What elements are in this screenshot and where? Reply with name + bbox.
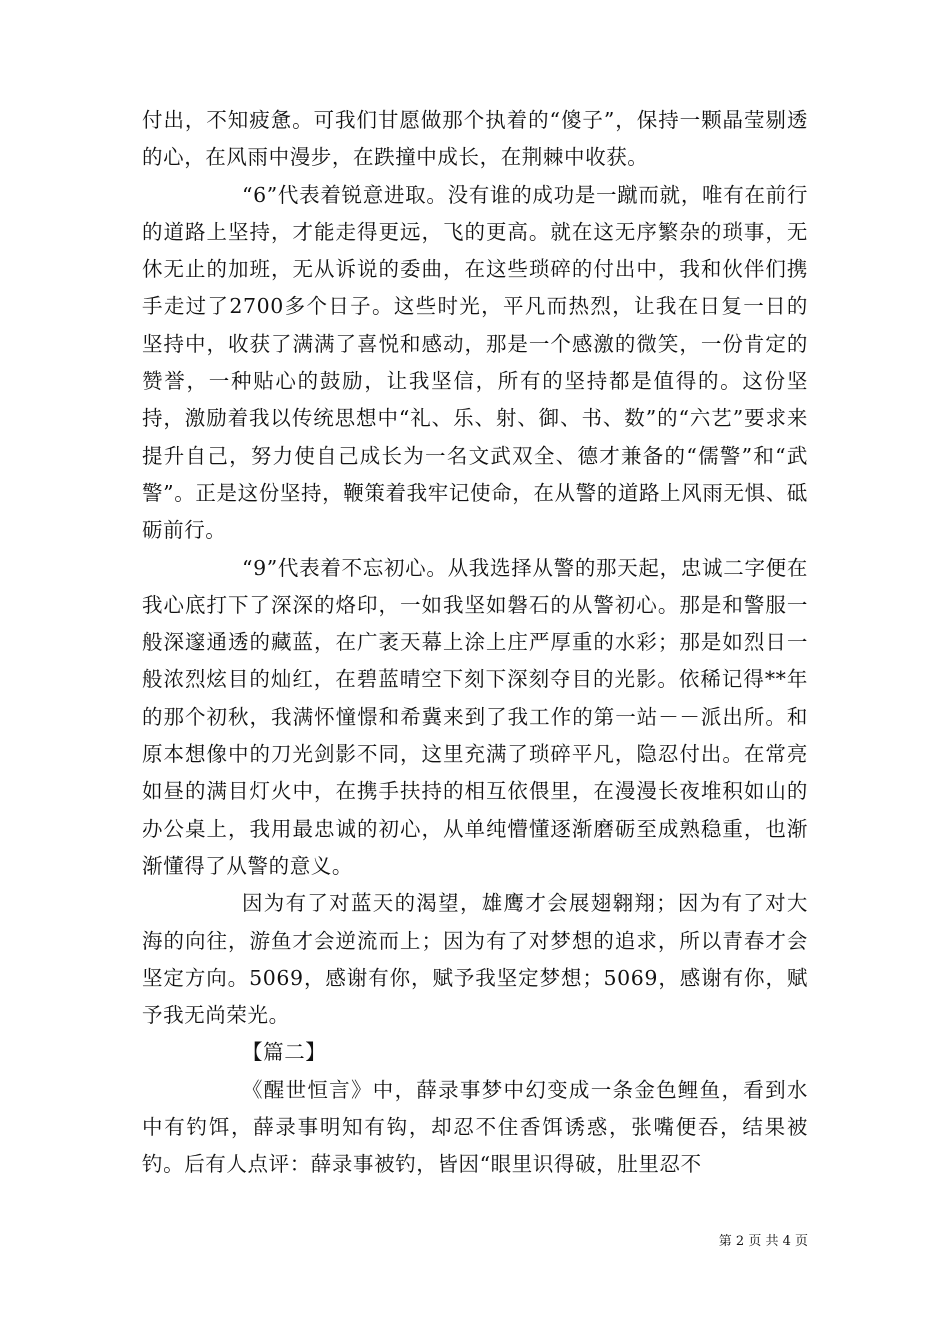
section-heading: 【篇二】 — [242, 1040, 327, 1065]
document-body — [142, 102, 808, 1184]
paragraph-continuation: 付出，不知疲惫。可我们甘愿做那个执着的“傻子”，保持一颗晶莹剔透的心，在风雨中漫步，在跌撞中成长，在荆棘中收获。 — [142, 108, 808, 170]
page-footer: 第 2 页 共 4 页 — [718, 1234, 808, 1249]
paragraph-story: 《醒世恒言》中，薛录事梦中幻变成一条金色鲤鱼，看到水中有钓饵，薛录事明知有钩，却忍不住香饵诱惑，张嘴便吞，结果被钓。后有人点评：薛录事被钓，皆因“眼里识得破，肚里忍不 — [142, 1077, 808, 1177]
paragraph-conclusion: 因为有了对蓝天的渴望，雄鹰才会展翅翱翔；因为有了对大海的向往，游鱼才会逆流而上；因为有了对梦想的追求，所以青春才会坚定方向。5069，感谢有你，赋予我坚定梦想；5069，感谢有你，赋予我无尚荣光。 — [142, 891, 808, 1028]
paragraph-nine: “9”代表着不忘初心。从我选择从警的那天起，忠诚二字便在我心底打下了深深的烙印，一如我坚如磐石的从警初心。那是和警服一般深邃通透的藏蓝，在广袤天幕上涂上庄严厚重的水彩；那是如烈日一般浓烈炫目的灿红，在碧蓝晴空下刻下深刻夺目的光影。依稀记得**年的那个初秋，我满怀憧憬和希冀来到了我工作的第一站－－派出所。和原本想像中的刀光剑影不同，这里充满了琐碎平凡，隐忍付出。在常亮如昼的满目灯火中，在携手扶持的相互依偎里，在漫漫长夜堆积如山的办公桌上，我用最忠诚的初心，从单纯懵懂逐渐磨砺至成熟稳重，也渐渐懂得了从警的意义。 — [142, 555, 808, 878]
paragraph-six: “6”代表着锐意进取。没有谁的成功是一蹴而就，唯有在前行的道路上坚持，才能走得更远，飞的更高。就在这无序繁杂的琐事，无休无止的加班，无从诉说的委曲，在这些琐碎的付出中，我和伙伴们携手走过了2700多个日子。这些时光，平凡而热烈，让我在日复一日的坚持中，收获了满满了喜悦和感动，那是一个感激的微笑，一份肯定的赞誉，一种贴心的鼓励，让我坚信，所有的坚持都是值得的。这份坚持，激励着我以传统思想中“礼、乐、射、御、书、数”的“六艺”要求来提升自己，努力使自己成长为一名文武双全、德才兼备的“儒警”和“武警”。正是这份坚持，鞭策着我牢记使命，在从警的道路上风雨无惧、砥砺前行。 — [142, 182, 808, 543]
